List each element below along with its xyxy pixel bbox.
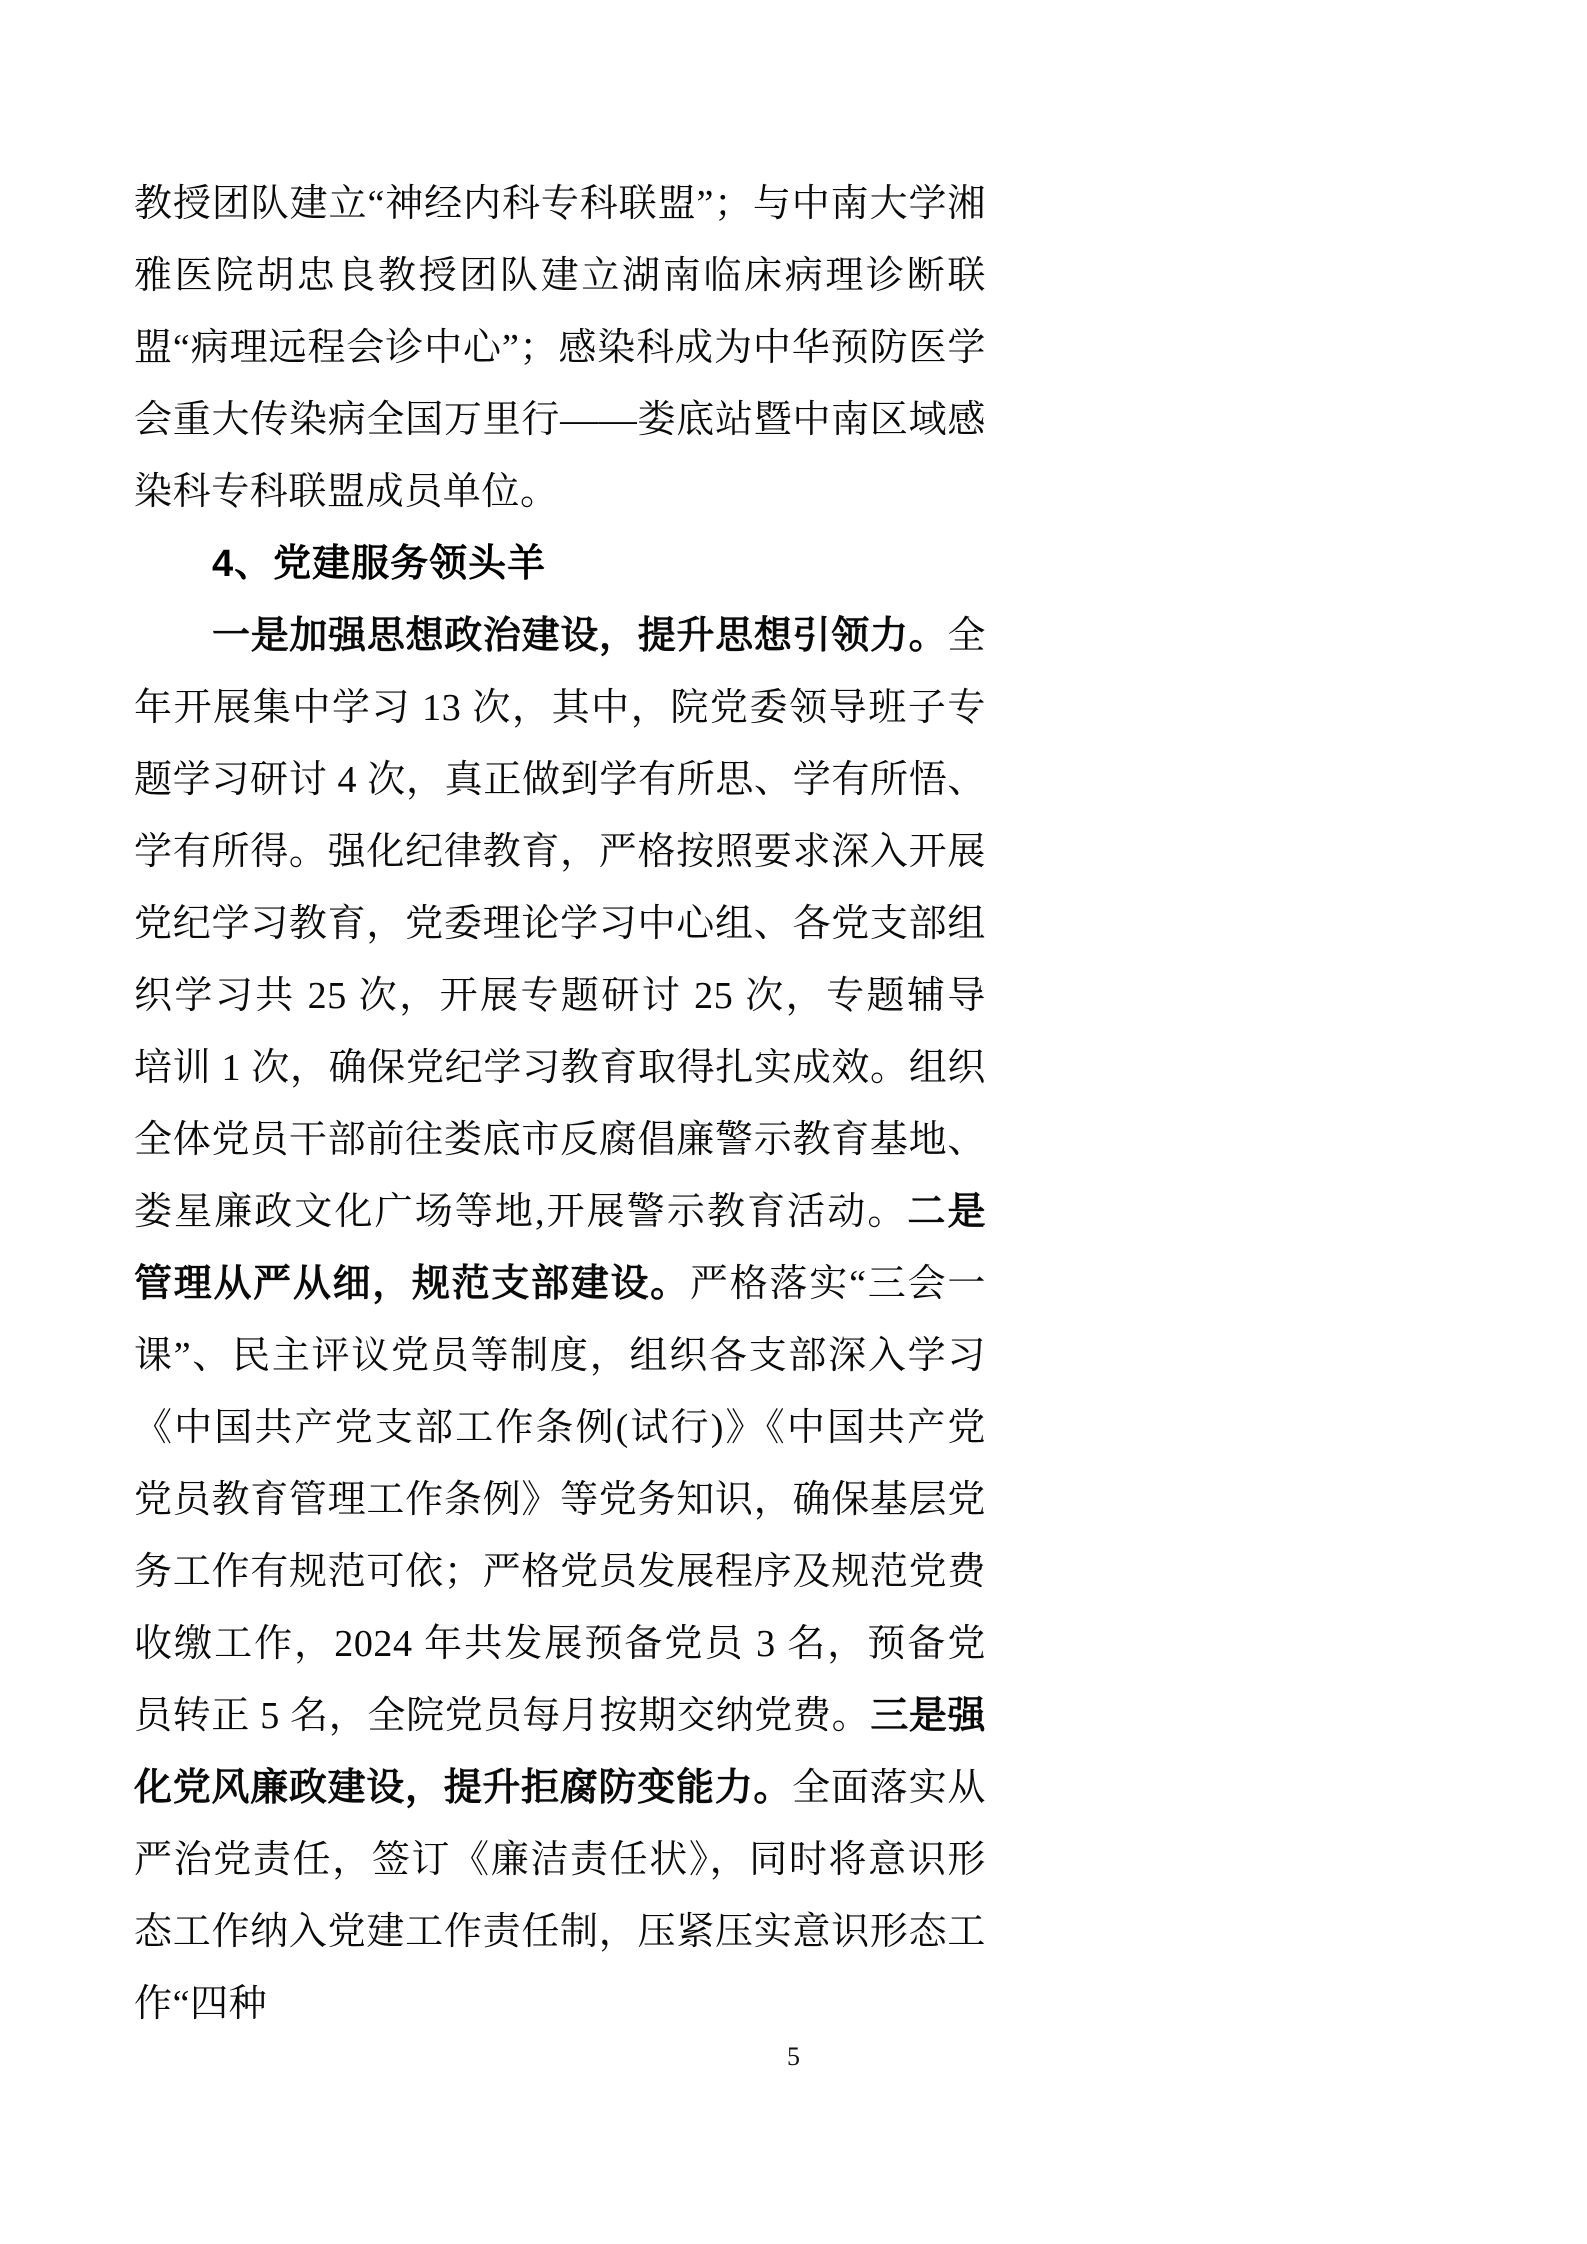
body-segment-first-point: 全年开展集中学习 13 次，其中，院党委领导班子专题学习研讨 4 次，真正做到学有所思、学有所悟、学有所得。强化纪律教育，严格按照要求深入开展党纪学习教育，党委理论学习中心组、各党支部组织学习共 25 次，开展专题研讨 25 次，专题辅导培训 1 次，确保党纪学习教育取得扎实成效。组织全体党员干部前往娄底市反腐倡廉警示教育基地、娄星廉政文化广场等地,开展警示教育活动。 — [134, 615, 986, 1233]
page-footer — [0, 2042, 1587, 2072]
section-heading-4: 4、党建服务领头羊 — [212, 543, 547, 585]
emphasis-first-point: 一是加强思想政治建设，提升思想引领力。 — [212, 615, 948, 657]
emphasis-second-point: 二是管理从严从细，规范支部建设。 — [134, 1191, 986, 1305]
body-segment-third-point: 全面落实从严治党责任，签订《廉洁责任状》，同时将意识形态工作纳入党建工作责任制，压紧压实意识形态工作“四种 — [134, 1767, 986, 2025]
paragraph-party-building — [134, 600, 986, 2040]
emphasis-third-point: 三是强化党风廉政建设，提升拒腐防变能力。 — [134, 1695, 986, 1809]
body-segment-second-point: 严格落实“三会一课”、民主评议党员等制度，组织各支部深入学习《中国共产党支部工作条例(试行)》《中国共产党党员教育管理工作条例》等党务知识，确保基层党务工作有规范可依；严格党员发展程序及规范党费收缴工作，2024 年共发展预备党员 3 名，预备党员转正 5 名，全院党员每月按期交纳党费。 — [134, 1263, 986, 1737]
page-number: 5 — [787, 2042, 800, 2071]
page-content — [134, 168, 986, 2040]
paragraph-continuation: 教授团队建立“神经内科专科联盟”；与中南大学湘雅医院胡忠良教授团队建立湖南临床病理诊断联盟“病理远程会诊中心”；感染科成为中华预防医学会重大传染病全国万里行——娄底站暨中南区域感染科专科联盟成员单位。 — [134, 183, 986, 513]
